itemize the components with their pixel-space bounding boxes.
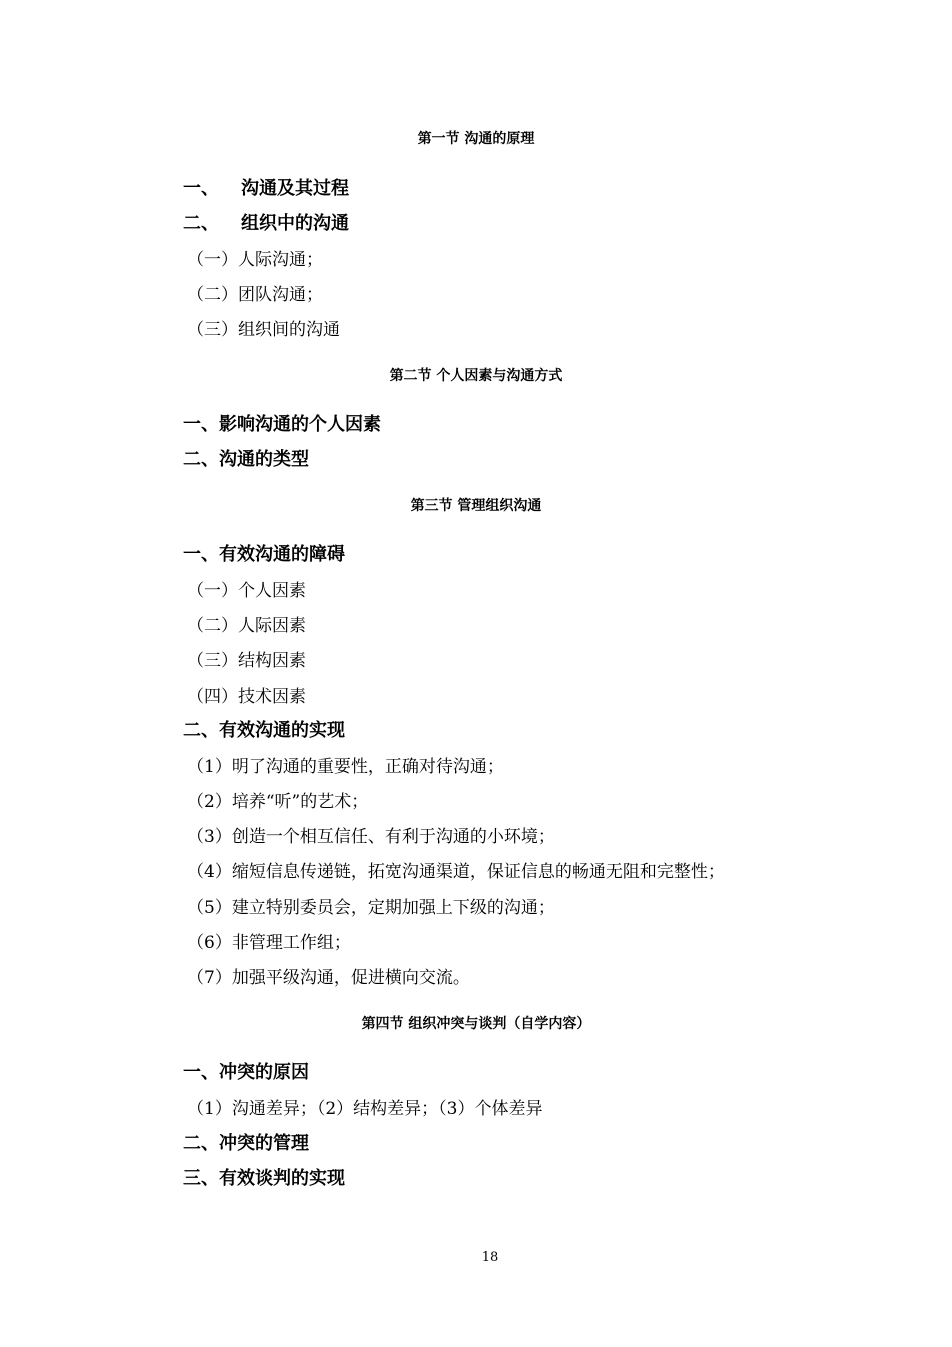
list-item: （二）团队沟通； [187,285,323,305]
heading-text: 组织中的沟通 [241,213,349,234]
list-item: （三）组织间的沟通 [187,320,340,340]
heading: 三、有效谈判的实现 [183,1168,345,1189]
list-item: （6）非管理工作组； [187,933,351,953]
section-title: 第一节 沟通的原理 [417,131,535,147]
section-title: 第四节 组织冲突与谈判（自学内容） [361,1016,591,1032]
heading-number: 一、 [183,178,219,199]
heading [183,174,349,200]
heading: 二、有效沟通的实现 [183,720,345,741]
list-item: （4）缩短信息传递链，拓宽沟通渠道，保证信息的畅通无阻和完整性； [187,862,725,882]
list-item: （二）人际因素 [187,616,306,636]
heading: 一、有效沟通的障碍 [183,544,345,565]
section-title: 第二节 个人因素与沟通方式 [389,368,563,384]
list-item: （一）个人因素 [187,581,306,601]
heading: 一、冲突的原因 [183,1062,309,1083]
list-item: （三）结构因素 [187,651,306,671]
list-item: （四）技术因素 [187,687,306,707]
heading-text: 沟通及其过程 [241,178,349,199]
heading: 二、沟通的类型 [183,449,309,470]
list-item: （5）建立特别委员会，定期加强上下级的沟通； [187,898,555,918]
list-item: （1）沟通差异；（2）结构差异；（3）个体差异 [187,1099,543,1119]
list-item: （7）加强平级沟通，促进横向交流。 [187,968,470,988]
heading: 二、冲突的管理 [183,1133,309,1154]
section-title: 第三节 管理组织沟通 [410,498,542,514]
list-item: （一）人际沟通； [187,250,323,270]
list-item: （3）创造一个相互信任、有利于沟通的小环境； [187,827,555,847]
page-number: 18 [481,1250,499,1265]
list-item: （2）培养“听”的艺术； [187,792,369,812]
heading: 一、影响沟通的个人因素 [183,414,381,435]
heading-number: 二、 [183,213,219,234]
list-item: （1）明了沟通的重要性，正确对待沟通； [187,757,504,777]
heading [183,209,349,235]
